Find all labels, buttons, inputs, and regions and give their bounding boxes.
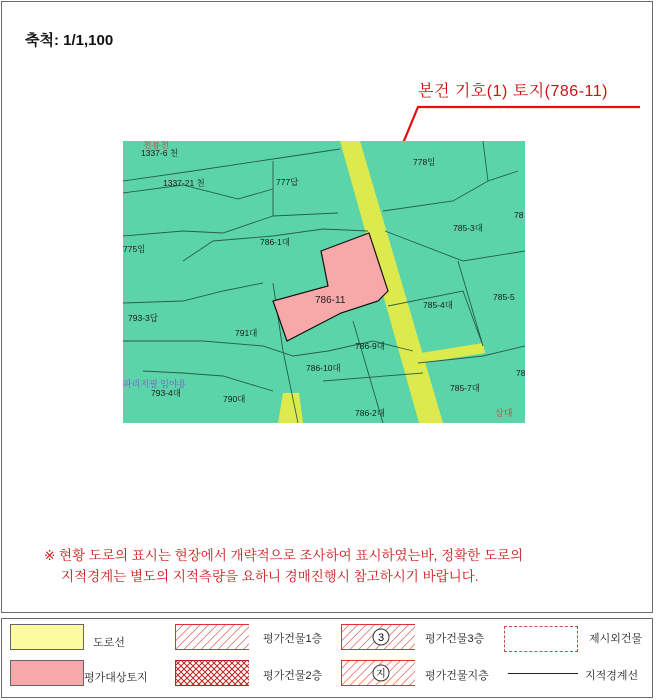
note-line-1: ※ 현황 도로의 표시는 현장에서 개략적으로 조사하여 표시하였는바, 정확한 도로의 <box>44 548 524 563</box>
cadastral-map <box>123 141 525 423</box>
parcel-label: 785-4대 <box>423 300 453 310</box>
parcel-label: 785-5 <box>493 292 515 302</box>
note-line-2: 지적경계는 별도의 지적측량을 요하니 경매진행시 참고하시기 바랍니다. <box>61 569 479 584</box>
legend-excluded-swatch <box>504 626 578 652</box>
legend-excluded-label: 제시외건물 <box>589 633 643 645</box>
legend-building-basement-swatch <box>341 660 415 686</box>
parcel-label: 785-7대 <box>450 383 480 393</box>
legend-road-label: 도로선 <box>93 637 125 649</box>
legend-road-swatch <box>10 624 84 650</box>
map-overlay-text: 파리저필 임야용 <box>123 379 187 389</box>
legend-cadastral-line-label: 지적경계선 <box>585 670 639 682</box>
legend-building-3f-mark: 3 <box>377 632 385 644</box>
parcel-label: 778임 <box>413 157 436 167</box>
map-overlay-text: 삼대 <box>495 408 513 418</box>
parcel-label: 786-1대 <box>260 237 290 247</box>
legend-building-3f-label: 평가건물3층 <box>425 633 485 645</box>
parcel-label: 790대 <box>223 394 246 404</box>
legend-cadastral-line-swatch <box>508 673 578 674</box>
legend-building-1f-label: 평가건물1층 <box>263 633 323 645</box>
parcel-label: 793-4대 <box>151 388 181 398</box>
parcel-label: 786-10대 <box>306 363 341 373</box>
parcel-label: 785-3대 <box>453 223 483 233</box>
parcel-label: 786-2대 <box>355 408 385 418</box>
parcel-label: 775임 <box>123 244 146 254</box>
parcel-label: 78 <box>516 368 525 378</box>
callout-label: 본건 기호(1) 토지(786-11) <box>418 83 608 100</box>
legend-building-2f-label: 평가건물2층 <box>263 670 323 682</box>
legend-building-basement-mark: 지 <box>376 669 386 680</box>
parcel-label: 791대 <box>235 328 258 338</box>
legend-building-3f-swatch <box>341 624 415 650</box>
parcel-label: 1337-21 천 <box>163 178 205 188</box>
scale-label: 축척: 1/1,100 <box>25 32 114 49</box>
note <box>44 545 523 587</box>
parcel-label: 777답 <box>276 177 299 187</box>
legend-building-2f-swatch <box>175 660 249 686</box>
parcel-label: 78 <box>514 210 524 220</box>
parcel-label: 786-9대 <box>355 341 385 351</box>
legend-subject-label: 평가대상토지 <box>84 672 148 684</box>
legend-building-1f-swatch <box>175 624 249 650</box>
legend-subject-swatch <box>10 660 84 686</box>
parcel-label-subject: 786-11 <box>315 295 346 306</box>
parcel-label: 793-3답 <box>128 313 158 323</box>
parcel-label: 1337-6 천 <box>141 148 179 158</box>
map-overlay-text: 천룡천 <box>143 141 170 150</box>
legend-building-basement-label: 평가건물지층 <box>425 670 489 682</box>
